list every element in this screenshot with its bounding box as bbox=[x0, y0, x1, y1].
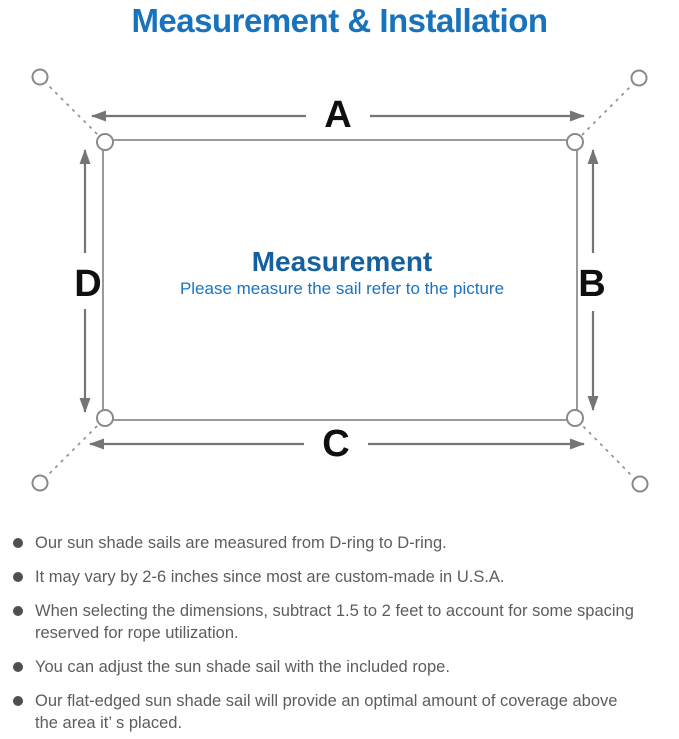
note-line: reserved for rope utilization. bbox=[35, 624, 239, 642]
dim-label-d: D bbox=[74, 263, 102, 305]
d-ring-top-left bbox=[97, 134, 113, 150]
note-item bbox=[13, 566, 673, 588]
bullet-icon bbox=[13, 572, 23, 582]
dim-label-a: A bbox=[324, 94, 352, 136]
diagram-center-subtitle: Please measure the sail refer to the picture bbox=[179, 279, 505, 298]
rope-dashed-bottom-right bbox=[578, 421, 636, 480]
note-text bbox=[35, 566, 505, 588]
note-line: the area it’ s placed. bbox=[35, 714, 183, 732]
rope-dashed-top-left bbox=[44, 81, 102, 139]
bullet-icon bbox=[13, 538, 23, 548]
note-line: You can adjust the sun shade sail with the included rope. bbox=[35, 658, 450, 676]
diagram-center-title: Measurement bbox=[251, 246, 433, 277]
bullet-icon bbox=[13, 696, 23, 706]
rope-dashed-top-right bbox=[578, 82, 635, 139]
anchor-circle-bottom-right bbox=[633, 477, 648, 492]
note-line: It may vary by 2-6 inches since most are custom-made in U.S.A. bbox=[35, 568, 505, 586]
note-text bbox=[35, 600, 634, 644]
note-line: Our flat-edged sun shade sail will provide an optimal amount of coverage above bbox=[35, 692, 618, 710]
dim-label-b: B bbox=[578, 263, 606, 305]
note-line: When selecting the dimensions, subtract 1.5 to 2 feet to account for some spacing bbox=[35, 602, 634, 620]
bullet-icon bbox=[13, 606, 23, 616]
page-title: Measurement & Installation bbox=[131, 2, 548, 39]
note-item bbox=[13, 690, 673, 734]
note-text bbox=[35, 656, 450, 678]
notes-list bbox=[13, 532, 673, 739]
rope-dashed-bottom-left bbox=[44, 421, 102, 479]
note-item bbox=[13, 532, 673, 554]
bullet-icon bbox=[13, 662, 23, 672]
anchor-circle-top-left bbox=[33, 70, 48, 85]
note-text bbox=[35, 690, 617, 734]
note-line: Our sun shade sails are measured from D-ring to D-ring. bbox=[35, 534, 447, 552]
d-ring-bottom-right bbox=[567, 410, 583, 426]
note-item bbox=[13, 600, 673, 644]
note-text bbox=[35, 532, 447, 554]
anchor-circle-top-right bbox=[632, 71, 647, 86]
measurement-diagram bbox=[0, 55, 679, 530]
dim-label-c: C bbox=[322, 423, 350, 465]
anchor-circle-bottom-left bbox=[33, 476, 48, 491]
note-item bbox=[13, 656, 673, 678]
d-ring-bottom-left bbox=[97, 410, 113, 426]
d-ring-top-right bbox=[567, 134, 583, 150]
